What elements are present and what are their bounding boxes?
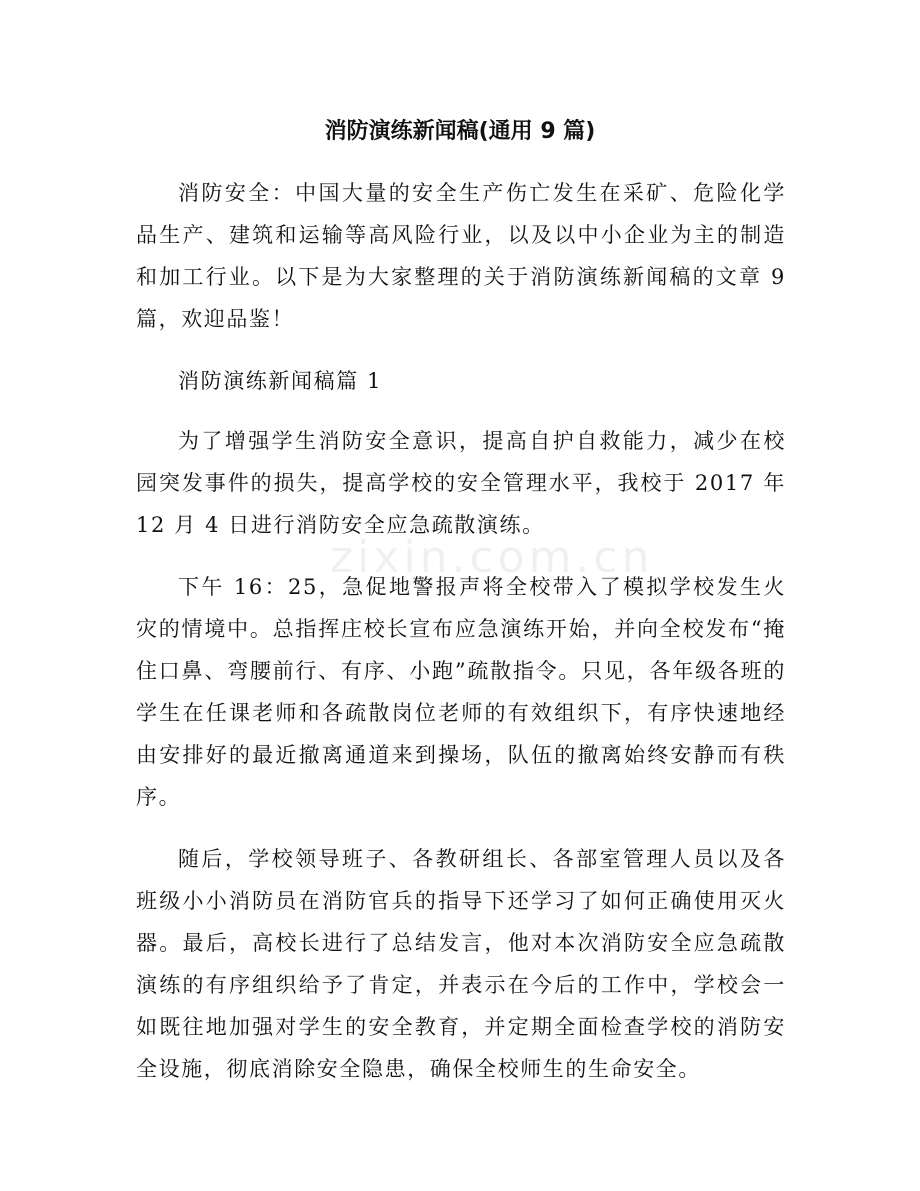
body-paragraph: 下午 16：25，急促地警报声将全校带入了模拟学校发生火灾的情境中。总指挥庄校长宣布应急演练开始，并向全校发布“掩住口鼻、弯腰前行、有序、小跑”疏散指令。只见，各年级各班的学生在任课老师和各疏散岗位老师的有效组织下，有序快速地经由安排好的最近撤离通道来到操场，队伍的撤离始终安静而有秩序。	[136, 575, 786, 809]
body-paragraph: 随后，学校领导班子、各教研组长、各部室管理人员以及各班级小小消防员在消防官兵的指导下还学习了如何正确使用灭火器。最后，高校长进行了总结发言，他对本次消防安全应急疏散演练的有序组织给予了肯定，并表示在今后的工作中，学校会一如既往地加强对学生的安全教育，并定期全面检查学校的消防安全设施，彻底消除安全隐患，确保全校师生的生命安全。	[136, 847, 786, 1081]
document-body	[136, 172, 786, 1110]
document-title: 消防演练新闻稿(通用 9 篇)	[324, 119, 596, 144]
watermark-text: zixin.com.cn	[330, 532, 654, 583]
intro-paragraph: 消防安全：中国大量的安全生产伤亡发生在采矿、危险化学品生产、建筑和运输等高风险行业，以及以中小企业为主的制造和加工行业。以下是为大家整理的关于消防演练新闻稿的文章 9 篇，欢迎品鉴！	[136, 181, 786, 331]
section-heading: 消防演练新闻稿篇 1	[178, 369, 383, 393]
body-paragraph: 为了增强学生消防安全意识，提高自护自救能力，减少在校园突发事件的损失，提高学校的安全管理水平，我校于 2017 年 12 月 4 日进行消防安全应急疏散演练。	[136, 429, 786, 537]
